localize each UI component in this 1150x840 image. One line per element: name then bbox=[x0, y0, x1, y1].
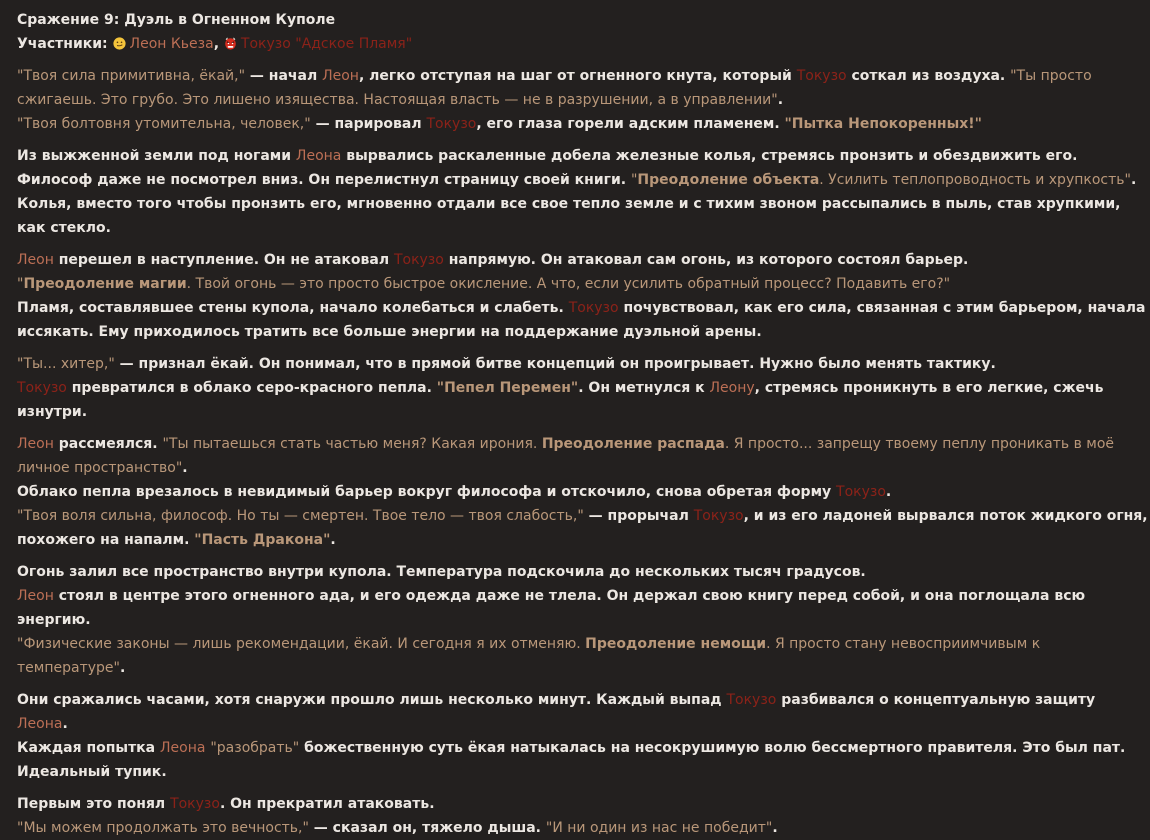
text-line bbox=[17, 736, 1150, 784]
paragraph-6 bbox=[17, 560, 1150, 680]
text-line bbox=[17, 504, 1150, 552]
name-tokuzo: Токузо bbox=[836, 484, 886, 500]
text-line bbox=[17, 376, 1150, 424]
narration: божественную суть ёкая натыкалась на несокрушимую волю бессмертного правителя. Это был пат. Идеальный тупик. bbox=[17, 740, 1126, 780]
paragraph-2 bbox=[17, 144, 1150, 240]
narration: Они сражались часами, хотя снаружи прошло лишь несколько минут. Каждый выпад bbox=[17, 692, 727, 708]
paragraph-5 bbox=[17, 432, 1150, 552]
quote: "Твоя болтовня утомительна, человек," bbox=[17, 116, 311, 132]
text-line bbox=[17, 352, 1150, 376]
quote: "Мы можем продолжать это вечность," bbox=[17, 820, 309, 836]
quote: "Ты просто сжигаешь. Это грубо. Это лишено изящества. Настоящая власть — не в разрушении, а в управлении" bbox=[17, 68, 1092, 108]
text-line bbox=[17, 272, 1150, 296]
narration: , его глаза горели адским пламенем. bbox=[476, 116, 785, 132]
narration: Каждая попытка bbox=[17, 740, 161, 756]
name-tokuzo: Токузо bbox=[726, 692, 777, 708]
narration: — прорычал bbox=[583, 508, 694, 524]
quote: . Твой огонь — это просто быстрое окисление. А что, если усилить обратный процесс? Подавить его?" bbox=[186, 276, 951, 292]
text-line bbox=[17, 112, 1150, 136]
text-line: Колья, вместо того чтобы пронзить его, мгновенно отдали все свое тепло земле и с тихим звоном рассыпались в пыль, став хрупкими, как стекло. bbox=[17, 196, 1121, 236]
narration: Облако пепла врезалось в невидимый барьер вокруг философа и отскочило, снова обретая форму bbox=[17, 484, 837, 500]
header bbox=[17, 8, 1150, 56]
name-tokuzo: Токузо bbox=[426, 116, 477, 132]
narration: превратился в облако серо-красного пепла. bbox=[66, 380, 437, 396]
narration: . Он прекратил атаковать. bbox=[219, 796, 435, 812]
narration: Философ даже не посмотрел вниз. Он перелистнул страницу своей книги. bbox=[17, 172, 631, 188]
quote: "Твоя сила примитивна, ёкай," bbox=[17, 68, 246, 84]
narration: , и из его ладоней вырвался поток жидкого огня, похожего на напалм. bbox=[17, 508, 1148, 548]
name-leon: Леон bbox=[17, 252, 54, 268]
narration: — сказал он, тяжело дыша. bbox=[308, 820, 546, 836]
text-line bbox=[17, 296, 1150, 344]
narration: напрямую. Он атаковал сам огонь, из которого состоял барьер. bbox=[443, 252, 969, 268]
text-line bbox=[17, 168, 1150, 192]
text-line bbox=[17, 480, 1150, 504]
participants-label: Участники: bbox=[17, 36, 108, 52]
quote: . Усилить теплопроводность и хрупкость" bbox=[819, 172, 1131, 188]
participants-line bbox=[17, 32, 1150, 56]
smirking-face-icon bbox=[113, 37, 126, 50]
technique-name: Преодоление распада bbox=[541, 436, 725, 452]
name-tokuzo: Токузо bbox=[17, 380, 67, 396]
name-leon: Леона bbox=[17, 716, 63, 732]
separator: , bbox=[213, 36, 220, 52]
quote: " bbox=[630, 172, 638, 188]
narration: рассмеялся. bbox=[53, 436, 163, 452]
quote: . Я просто... запрещу твоему пеплу проникать в моё личное пространство" bbox=[17, 436, 1115, 476]
name-tokuzo: Токузо bbox=[568, 300, 619, 316]
narration: — признал ёкай. Он понимал, что в прямой битве концепций он проигрывает. Нужно было менять тактику. bbox=[114, 356, 996, 372]
text-line bbox=[17, 632, 1150, 680]
punctuation: . bbox=[119, 660, 126, 676]
punctuation: . bbox=[330, 532, 336, 548]
quote: "Твоя воля сильна, философ. Но ты — смертен. Твое тело — твоя слабость," bbox=[17, 508, 584, 524]
quote: "Физические законы — лишь рекомендации, ёкай. И сегодня я их отменяю. bbox=[17, 636, 586, 652]
paragraph-3 bbox=[17, 248, 1150, 344]
text-line bbox=[17, 248, 1150, 272]
name-leon: Леона bbox=[295, 148, 342, 164]
quote: . Я просто стану невосприимчивым к температуре" bbox=[17, 636, 1041, 676]
name-leon: Леону bbox=[709, 380, 755, 396]
narration: . Он метнулся к bbox=[578, 380, 710, 396]
punctuation: . bbox=[62, 716, 68, 732]
name-tokuzo: Токузо bbox=[796, 68, 847, 84]
name-tokuzo: Токузо bbox=[693, 508, 744, 524]
punctuation: . bbox=[885, 484, 892, 500]
name-tokuzo: Токузо bbox=[170, 796, 220, 812]
punctuation: . bbox=[1130, 172, 1137, 188]
text-line bbox=[17, 688, 1150, 736]
red-demon-mask-icon bbox=[224, 37, 237, 50]
narration: — парировал bbox=[310, 116, 427, 132]
technique-name: Преодоление объекта bbox=[637, 172, 820, 188]
punctuation: . bbox=[777, 92, 784, 108]
paragraph-8 bbox=[17, 792, 1150, 840]
narration: вырвались раскаленные добела железные колья, стремясь пронзить и обездвижить его. bbox=[341, 148, 1078, 164]
quote: "Ты... хитер," bbox=[17, 356, 115, 372]
quote: " bbox=[17, 276, 24, 292]
technique-name: "Пасть Дракона" bbox=[194, 532, 331, 548]
technique-name: "Пытка Непокоренных!" bbox=[784, 116, 982, 132]
narration: разбивался о концептуальную защиту bbox=[776, 692, 1096, 708]
quote: "разобрать" bbox=[210, 740, 300, 756]
participant-tokuzo: Токузо "Адское Пламя" bbox=[240, 36, 413, 52]
narration: — начал bbox=[245, 68, 323, 84]
narration: , легко отступая на шаг от огненного кнута, который bbox=[358, 68, 797, 84]
text-line bbox=[17, 64, 1150, 112]
technique-name: Преодоление немощи bbox=[585, 636, 767, 652]
quote: "Ты пытаешься стать частью меня? Какая ирония. bbox=[162, 436, 542, 452]
text-line: Огонь залил все пространство внутри купола. Температура подскочила до нескольких тысяч градусов. bbox=[17, 564, 866, 580]
name-leon: Леона bbox=[160, 740, 206, 756]
name-leon: Леон bbox=[17, 588, 54, 604]
technique-name: "Пепел Перемен" bbox=[436, 380, 579, 396]
paragraph-7 bbox=[17, 688, 1150, 784]
text-line bbox=[17, 584, 1150, 632]
narration: Первым это понял bbox=[17, 796, 171, 812]
narration: почувствовал, как его сила, связанная с этим барьером, начала иссякать. Ему приходилось тратить все больше энергии на поддержание дуэльной арены. bbox=[17, 300, 1146, 340]
narration: перешел в наступление. Он не атаковал bbox=[53, 252, 394, 268]
text-line bbox=[17, 816, 1150, 840]
punctuation: . bbox=[772, 820, 778, 836]
name-leon: Леон bbox=[17, 436, 54, 452]
technique-name: Преодоление магии bbox=[23, 276, 187, 292]
text-line bbox=[17, 792, 1150, 816]
narration: стоял в центре этого огненного ада, и его одежда даже не тлела. Он держал свою книгу перед собой, и она поглощала всю энергию. bbox=[17, 588, 1086, 628]
name-tokuzo: Токузо bbox=[393, 252, 444, 268]
text-line bbox=[17, 144, 1150, 168]
narration: Пламя, составлявшее стены купола, начало колебаться и слабеть. bbox=[17, 300, 569, 316]
name-leon: Леон bbox=[322, 68, 359, 84]
text-line bbox=[17, 432, 1150, 480]
battle-title: Сражение 9: Дуэль в Огненном Куполе bbox=[17, 12, 336, 28]
participant-leon: Леон Кьеза bbox=[129, 36, 214, 52]
punctuation: . bbox=[182, 460, 188, 476]
narration: соткал из воздуха. bbox=[846, 68, 1011, 84]
narration: , стремясь проникнуть в его легкие, сжечь изнутри. bbox=[17, 380, 1104, 420]
quote: "И ни один из нас не победит" bbox=[545, 820, 773, 836]
paragraph-4 bbox=[17, 352, 1150, 424]
paragraph-1 bbox=[17, 64, 1150, 136]
narration: Из выжженной земли под ногами bbox=[17, 148, 296, 164]
